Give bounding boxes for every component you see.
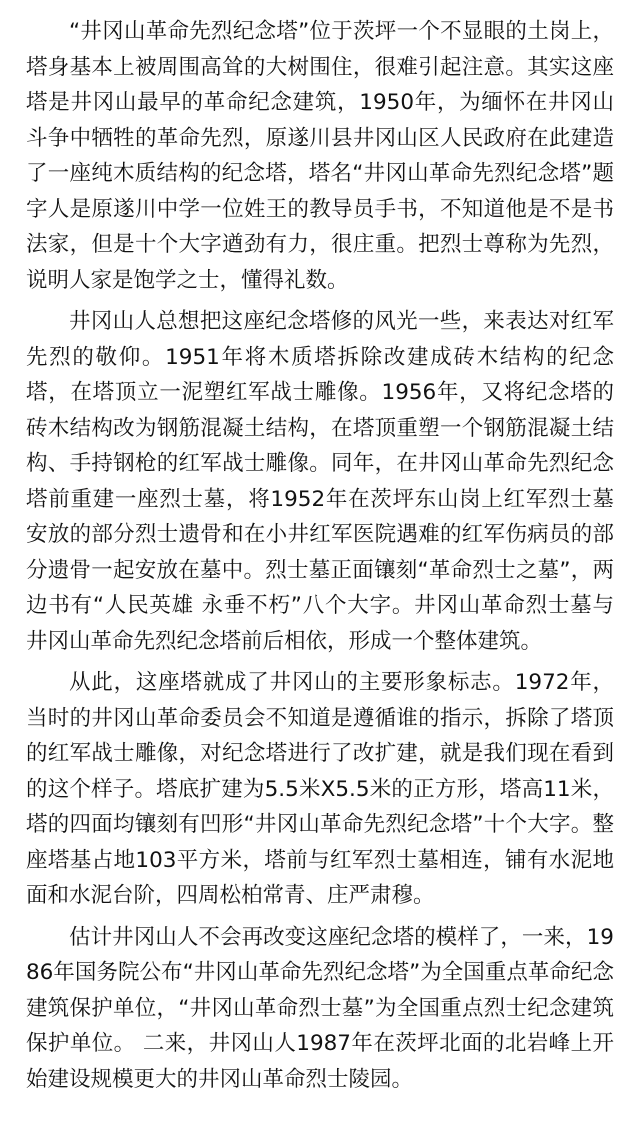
paragraph-3: 从此，这座塔就成了井冈山的主要形象标志。1972年，当时的井冈山革命委员会不知道是遵循谁的指示，拆除了塔顶的红军战士雕像，对纪念塔进行了改扩建，就是我们现在看到的这个样子。塔底扩建为5.5米X5.5米的正方形，塔高11米，塔的四面均镶刻有凹形“井冈山革命先烈纪念塔”十个大字。整座塔基占地103平方米，塔前与红军烈士墓相连，铺有水泥地面和水泥台阶，四周松柏常青、庄严肃穆。 — [26, 670, 614, 908]
paragraph-2: 井冈山人总想把这座纪念塔修的风光一些，来表达对红军先烈的敬仰。1951年将木质塔拆除改建成砖木结构的纪念塔，在塔顶立一泥塑红军战士雕像。1956年，又将纪念塔的砖木结构改为钢筋混凝土结构，在塔顶重塑一个钢筋混凝土结构、手持钢枪的红军战士雕像。同年，在井冈山革命先烈纪念塔前重建一座烈士墓，将1952年在茨坪东山岗上红军烈士墓安放的部分烈士遗骨和在小井红军医院遇难的红军伤病员的部分遗骨一起安放在墓中。烈士墓正面镶刻“革命烈士之墓”，两边书有“人民英雄 永垂不朽”八个大字。井冈山革命烈士墓与井冈山革命先烈纪念塔前后相依，形成一个整体建筑。 — [26, 309, 614, 654]
paragraph-4: 估计井冈山人不会再改变这座纪念塔的模样了，一来，1986年国务院公布“井冈山革命先烈纪念塔”为全国重点革命纪念建筑保护单位，“井冈山革命烈士墓”为全国重点烈士纪念建筑保护单位。 二来，井冈山人1987年在茨坪北面的北岩峰上开始建设规模更大的井冈山革命烈士陵园。 — [26, 924, 614, 1092]
paragraph-1: “井冈山革命先烈纪念塔”位于茨坪一个不显眼的土岗上，塔身基本上被周围高耸的大树围住，很难引起注意。其实这座塔是井冈山最早的革命纪念建筑，1950年，为缅怀在井冈山斗争中牺牲的革命先烈，原遂川县井冈山区人民政府在此建造了一座纯木质结构的纪念塔，塔名“井冈山革命先烈纪念塔”题字人是原遂川中学一位姓王的教导员手书，不知道他是不是书法家，但是十个大字遒劲有力，很庄重。把烈士尊称为先烈，说明人家是饱学之士，懂得礼数。 — [26, 19, 614, 293]
